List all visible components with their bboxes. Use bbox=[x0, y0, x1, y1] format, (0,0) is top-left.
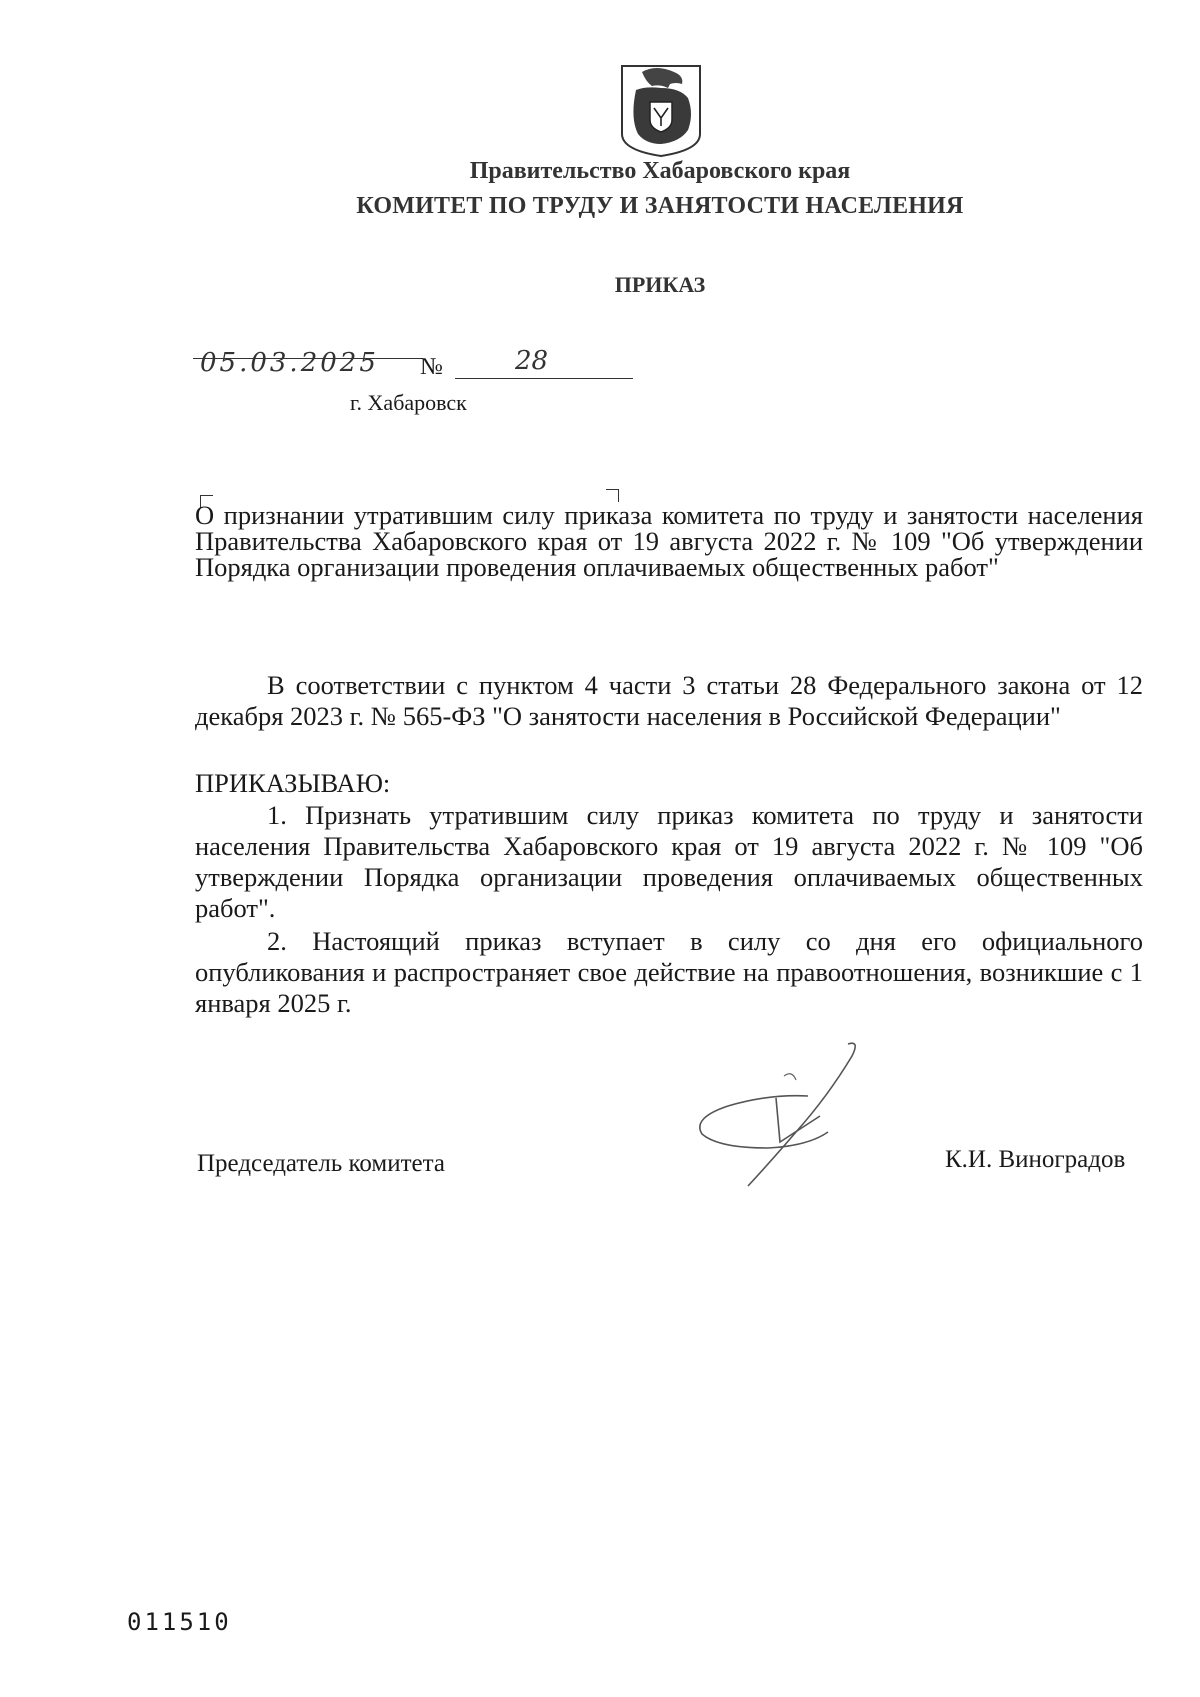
number-handwritten: 28 bbox=[515, 346, 549, 376]
order-word: ПРИКАЗЫВАЮ: bbox=[195, 768, 391, 798]
legal-basis: В соответствии с пунктом 4 части 3 статьи 28 Федерального закона от 12 декабря 2023 г. № 565-ФЗ "О занятости населения в Российской Федерации" bbox=[195, 670, 1143, 731]
signatory-position: Председатель комитета bbox=[197, 1150, 445, 1177]
document-type: ПРИКАЗ bbox=[614, 272, 706, 297]
government-name: Правительство Хабаровского края bbox=[469, 158, 851, 184]
committee-name: КОМИТЕТ ПО ТРУДУ И ЗАНЯТОСТИ НАСЕЛЕНИЯ bbox=[356, 193, 964, 219]
date-handwritten: 05.03.2025 bbox=[200, 348, 379, 378]
order-item-1: 1. Признать утратившим силу приказ комитета по труду и занятости населения Правительства Хабаровского края от 19 августа 2022 г. № 109 "Об утверждении Порядка организации проведения оплачиваемых общественных работ". bbox=[195, 800, 1143, 923]
coat-of-arms-emblem bbox=[616, 62, 706, 158]
signatory-name: К.И. Виноградов bbox=[945, 1146, 1126, 1173]
document-serial-number: 011510 bbox=[127, 1608, 232, 1636]
city: г. Хабаровск bbox=[350, 390, 467, 415]
order-item-2: 2. Настоящий приказ вступает в силу со дня его официального опубликования и распространяет свое действие на правоотношения, возникшие с 1 января 2025 г. bbox=[195, 926, 1143, 1018]
number-sign: № bbox=[420, 354, 443, 380]
order-subject: О признании утратившим силу приказа комитета по труду и занятости населения Правительства Хабаровского края от 19 августа 2022 г. № 109 "Об утверждении Порядка организации проведения оплачиваемых общественных работ" bbox=[195, 500, 1143, 582]
number-underline bbox=[455, 378, 633, 379]
handwritten-signature bbox=[688, 1036, 888, 1196]
